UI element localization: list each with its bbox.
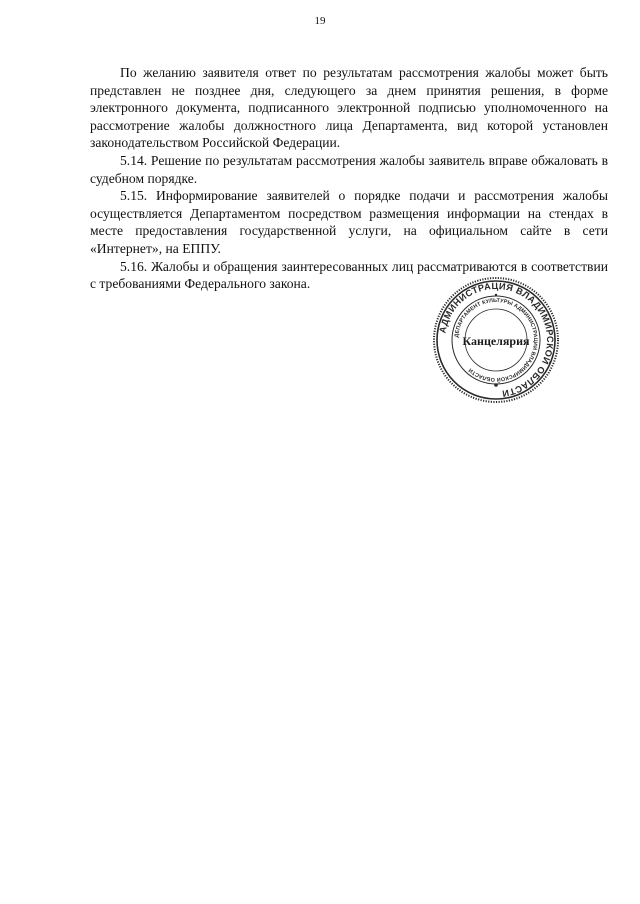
paragraph-response-form: По желанию заявителя ответ по результатам рассмотрения жалобы может быть представлен не позднее дня, следующего за днем принятия решения, в форме электронного документа, подписанного электронной подписью уполномоченного на рассмотрение жалобы должностного лица Департамента, вид которой установлен законодательством Российской Федерации. [90, 65, 608, 151]
stamp-center-text: Канцелярия [462, 334, 530, 348]
paragraph-5-16: 5.16. Жалобы и обращения заинтересованных лиц рассматриваются в соответствии с требованиями Федерального закона. [90, 258, 608, 292]
document-body [90, 64, 608, 293]
paragraph-5-15: 5.15. Информирование заявителей о порядке подачи и рассмотрения жалобы осуществляется Департаментом посредством размещения информации на стендах в месте предоставления государственной услуги, на официальном сайте в сети «Интернет», на ЕППУ. [90, 188, 608, 256]
stamp-seal-icon [431, 275, 561, 405]
page-number: 19 [314, 15, 326, 27]
paragraph-5-14: 5.14. Решение по результатам рассмотрения жалобы заявитель вправе обжаловать в судебном порядке. [90, 152, 608, 186]
stamp-outer-text: АДМИНИСТРАЦИЯ ВЛАДИМИРСКОЙ ОБЛАСТИ [437, 280, 556, 399]
office-stamp [431, 275, 561, 405]
stamp-inner-text: ДЕПАРТАМЕНТ КУЛЬТУРЫ АДМИНИСТРАЦИИ ВЛАДИМИРСКОЙ ОБЛАСТИ [454, 297, 539, 383]
